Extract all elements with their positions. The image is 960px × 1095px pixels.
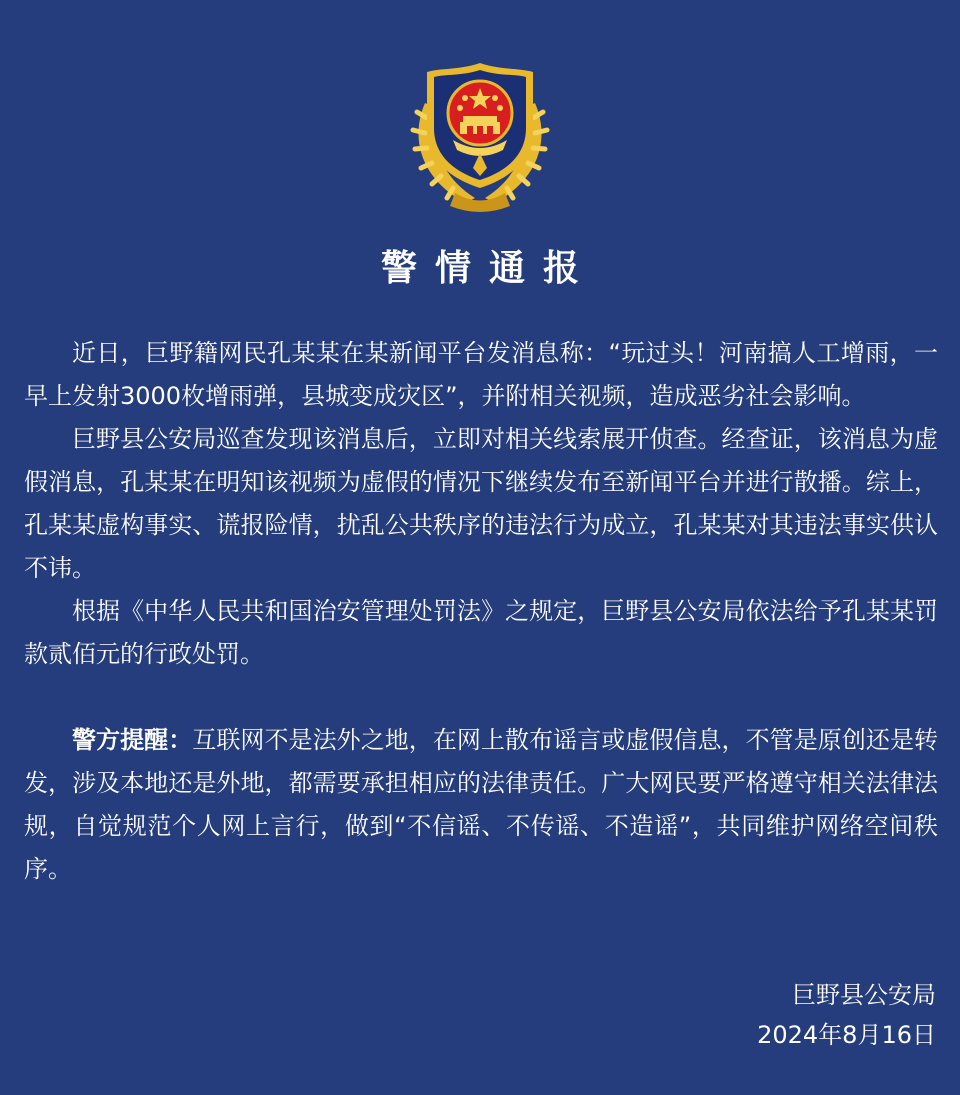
report-body: [24, 332, 938, 891]
page-title: 警情通报: [380, 248, 597, 289]
paragraph-1: 近日，巨野籍网民孔某某在某新闻平台发消息称：“玩过头！河南搞人工增雨，一早上发射3000枚增雨弹，县城变成灾区”，并附相关视频，造成恶劣社会影响。: [24, 339, 938, 410]
notice-label: 警方提醒：: [72, 726, 193, 754]
police-notice: [24, 719, 938, 891]
paragraph-2: 巨野县公安局巡查发现该消息后，立即对相关线索展开侦查。经查证，该消息为虚假消息，孔某某在明知该视频为虚假的情况下继续发布至新闻平台并进行散播。综上，孔某某虚构事实、谎报险情，扰乱公共秩序的违法行为成立，孔某某对其违法事实供认不讳。: [24, 425, 938, 582]
signature-date: 2024年8月16日: [757, 1021, 936, 1049]
police-emblem-icon: [405, 58, 555, 213]
signature-issuer: 巨野县公安局: [792, 981, 936, 1009]
notice-text: 互联网不是法外之地，在网上散布谣言或虚假信息，不管是原创还是转发，涉及本地还是外地，都需要承担相应的法律责任。广大网民要严格遵守相关法律法规，自觉规范个人网上言行，做到“不信谣、不传谣、不造谣”，共同维护网络空间秩序。: [24, 726, 939, 883]
signature: [757, 975, 936, 1055]
paragraph-3: 根据《中华人民共和国治安管理处罚法》之规定，巨野县公安局依法给予孔某某罚款贰佰元的行政处罚。: [24, 597, 938, 668]
